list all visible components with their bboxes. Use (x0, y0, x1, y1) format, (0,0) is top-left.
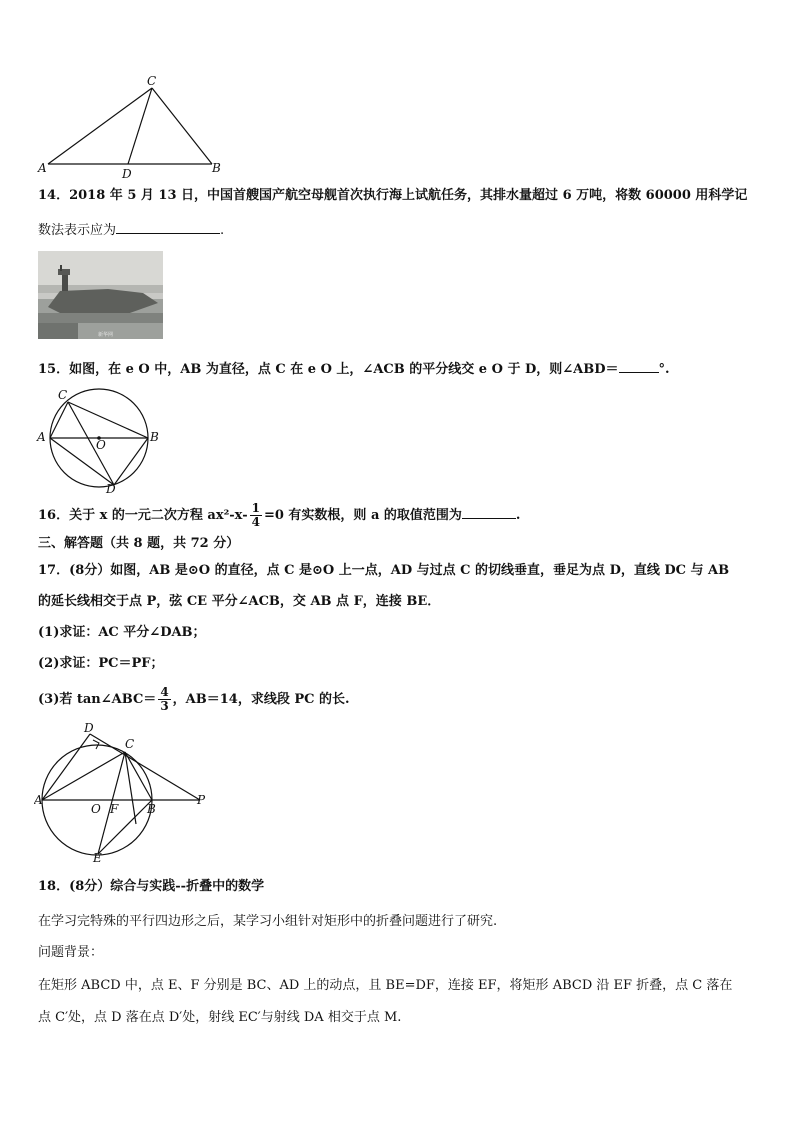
q18-background-line2: 点 C′处，点 D 落在点 D′处，射线 EC′与射线 DA 相交于点 M. (38, 1010, 402, 1025)
q15-answer-blank (619, 360, 659, 373)
q14-answer-blank (116, 221, 220, 234)
label-F: F (110, 802, 119, 816)
section-heading: 三、解答题（共 8 题，共 72 分） (38, 536, 240, 551)
q14-line2 (38, 221, 224, 239)
q16-line (38, 500, 520, 532)
q17-part1: (1)求证：AC 平分∠DAB； (38, 625, 206, 640)
label-C: C (147, 74, 157, 88)
q16-fraction (250, 502, 262, 529)
photo-caption: 新华网 (98, 332, 114, 338)
q17-part3 (38, 684, 350, 716)
q15-text-pre: 15．如图，在 e O 中，AB 为直径，点 C 在 e O 上，∠ACB 的平分线交 e O 于 D，则∠ABD＝ (38, 362, 619, 377)
q15-text-post: °. (658, 362, 670, 377)
circle-figure-q15 (34, 383, 164, 495)
label-D: D (106, 482, 116, 495)
label-C: C (58, 388, 68, 402)
q16-frac-num: 1 (251, 501, 260, 515)
q14-line1: 14．2018 年 5 月 13 日，中国首艘国产航空母舰首次执行海上试航任务，其排水量超过 6 万吨，将数 60000 用科学记 (38, 188, 748, 203)
label-O: O (91, 802, 101, 816)
circle-figure-q17 (34, 722, 214, 864)
q16-answer-blank (462, 506, 516, 519)
q14-line2-pre: 数法表示应为 (38, 223, 117, 238)
q14-line2-post: . (220, 223, 225, 238)
triangle-figure (34, 72, 224, 182)
q18-background-line1: 在矩形 ABCD 中，点 E、F 分别是 BC、AD 上的动点，且 BE=DF，连接 EF，将矩形 ABCD 沿 EF 折叠，点 C 落在 (38, 978, 733, 993)
label-B: B (212, 161, 221, 175)
label-A: A (38, 161, 47, 175)
label-P: P (197, 793, 206, 807)
label-B: B (147, 802, 156, 816)
q16-post: =0 有实数根，则 a 的取值范围为 (263, 508, 462, 523)
q15-line (38, 360, 670, 378)
label-A: A (34, 793, 43, 807)
aircraft-carrier-photo (38, 251, 163, 339)
q18-background-label: 问题背景： (38, 945, 104, 960)
label-D: D (122, 167, 132, 181)
q17-p3-pre: (3)若 tan∠ABC＝ (38, 692, 157, 707)
q17-line1: 17．(8分）如图，AB 是⊙O 的直径，点 C 是⊙O 上一点，AD 与过点 C 的切线垂直，垂足为点 D，直线 DC 与 AB (38, 563, 730, 578)
q16-pre: 16．关于 x 的一元二次方程 ax²-x- (38, 508, 248, 523)
q17-p3-post: ，AB＝14，求线段 PC 的长. (172, 692, 350, 707)
label-D: D (84, 722, 94, 735)
label-C: C (125, 737, 135, 751)
q16-frac-den: 4 (251, 515, 260, 529)
q17-part2: (2)求证：PC＝PF； (38, 656, 164, 671)
label-O: O (96, 438, 106, 452)
label-A: A (37, 430, 46, 444)
label-B: B (150, 430, 159, 444)
q17-frac-den: 3 (160, 699, 169, 713)
q16-end: . (515, 508, 521, 523)
q17-line2: 的延长线相交于点 P，弦 CE 平分∠ACB，交 AB 点 F，连接 BE． (38, 594, 441, 609)
q18-title: 18．(8分）综合与实践--折叠中的数学 (38, 879, 265, 894)
q18-intro: 在学习完特殊的平行四边形之后，某学习小组针对矩形中的折叠问题进行了研究. (38, 914, 498, 929)
label-E: E (93, 851, 102, 864)
q17-frac-num: 4 (160, 685, 169, 699)
q17-fraction (158, 686, 170, 713)
